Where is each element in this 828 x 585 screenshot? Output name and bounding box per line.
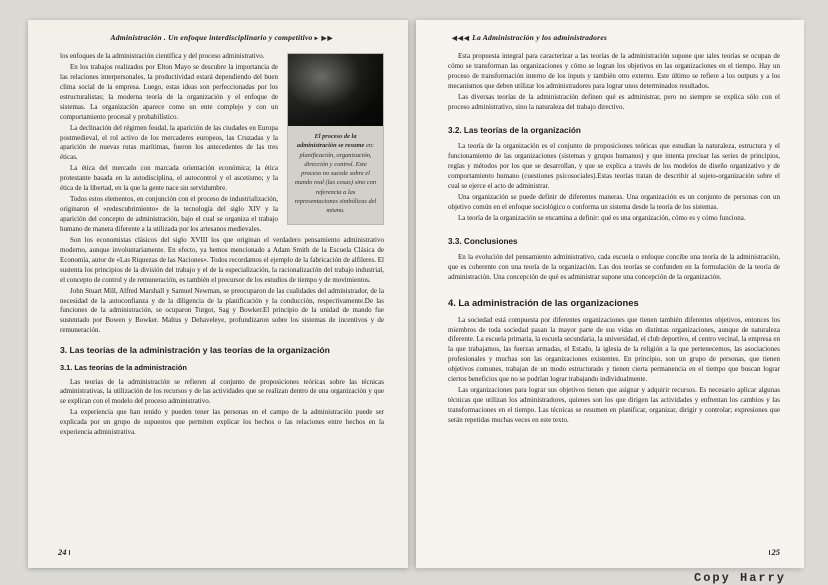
section-3-heading: 3. Las teorías de la administración y las teorías de la organización	[60, 345, 330, 356]
paragraph: Una organización se puede definir de diferentes maneras. Una organización es un conjunto de personas con un objetivo común en el enfoque sociológico o conforma un sistema desde la teoría de los sistemas.	[448, 192, 780, 211]
paragraph: La experiencia que han tenido y pueden tener las personas en el campo de la administración puede ser explicada por un grupo de supuestos que permiten explicar los hechos o las relaciones entre hechos en la experiencia administrativa.	[60, 408, 384, 437]
left-running-head	[60, 33, 384, 42]
section-3-2-heading: 3.2. Las teorías de la organización	[448, 125, 581, 135]
paragraph: los enfoques de la administración científica y del proceso administrativo.	[60, 52, 265, 60]
left-running-head-title: Administración . Un enfoque interdisciplinario y competitivo	[110, 33, 313, 42]
left-page-body	[60, 52, 384, 438]
paragraph: Las teorías de la administración se refieren al conjunto de proposiciones teóricas sobre las técnicas administrativas, la utilización de los recursos y de las actividades que se realizan dentro de una organización y que se explican con el modelo del proceso administrativo.	[60, 377, 384, 406]
paragraph: Son los economistas clásicos del siglo XVIII los que originan el verdadero pensamiento administrativo moderno, aunque involuntariamente. En efecto, ya hemos mencionado a Adam Smith de la Escuela Clásica de Economía, autor de «Las Riquezas de las Naciones». Todos recordamos el ejemplo de la fabricación de alfileres. El sustenta los principios de la división del trabajo y el de la especialización, la racionalización del trabajo industrial, el concepto de control y de remuneración, es también el precursor de los estudios de tiempo y de movimientos.	[60, 235, 384, 284]
paragraph: La sociedad está compuesta por diferentes organizaciones que tienen también diferentes objetivos, entonces los miembros de toda sociedad pasan la mayor parte de sus vidas en distintas organizaciones, aunque de naturaleza diferente. La escuela primaria, la escuela secundaria, la universidad, el club deportivo, el centro vecinal, la empresa en la que trabajamos, las fuerzas armadas, el Estado, la iglesia de la religión a la que pertenecemos, las asociaciones profesionales y muchas son las organizaciones existentes. En principio, son un grupo de personas, que tienen objetivos comunes, trabajan de un modo estructurado y tienen cierta permanencia en el tiempo que buscan lograr ciertos beneficios que no se podrían lograr trabajando individualmente.	[448, 315, 780, 384]
folio-mark	[769, 550, 770, 555]
back-arrows-icon: ◀◀◀	[452, 35, 470, 42]
left-folio-value: 24	[58, 547, 67, 557]
photo-caption-lead: El proceso de la administración se resume	[296, 133, 365, 150]
paragraph: Esta propuesta integral para caracterizar a las teorías de la administración supone que tales teorías se ocupan de cómo se transforman las organizaciones y cómo se logran los objetivos en las organizaciones en el tiempo. Hay un proceso de transformación interno de los inputs y también otro externo. Este último se refiere a los outputs y a los mecanismos que deben utilizar los administradores para lograr unos determinados resultados.	[448, 52, 780, 90]
left-page	[28, 20, 408, 568]
photo-caption-rest: en: planificación, organización, dirección y control. Este proceso no sucede sobre el mundo real (las cosas) sino con referencia a las representaciones simbólicas del mismo.	[294, 142, 377, 215]
forward-arrows-icon: ▸ ▶▶	[314, 35, 334, 42]
right-page-number	[767, 547, 781, 557]
photo-sidebar	[287, 53, 384, 225]
paragraph: John Stuart Mill, Alfred Marshall y Samuel Newman, se preocuparon de las cualidades del administrador, de la necesidad de la autoconfianza y de la diligencia de la planificación y la conducción, respectivamente.De las funciones de la administración, se ocuparon Turgot, Sag y Bowker.El principio de la unidad de mando fue sustentado por Bowen y Bowker. Maltus y Dehaveleye, profundizaron sobre los sistemas de incentivos y de remuneración.	[60, 286, 384, 335]
right-page	[416, 20, 804, 568]
section-3-1-heading: 3.1. Las teorías de la administración	[60, 362, 187, 372]
left-page-number	[58, 547, 72, 557]
portrait-photo	[288, 54, 383, 126]
paragraph: En la evolución del pensamiento administrativo, cada escuela o enfoque concibe una teoría de la administración, que es coherente con una teoría de la organización. Las dos teorías se confunden en la formulación de la teoría de administración. Una concepción de qué es administrar supone una concepción de la organización.	[448, 253, 780, 282]
right-page-body	[448, 52, 780, 426]
section-4-heading: 4. La administración de las organizaciones	[448, 297, 639, 309]
paragraph: La teoría de la organización se encamina a definir: qué es una organización, cómo es y cómo funciona.	[458, 213, 746, 222]
photo-caption	[288, 126, 383, 224]
paragraph: Las diversas teorías de la administración definen qué es administrar, pero no siempre se explica sólo con el proceso administrativo, sino la naturaleza del trabajo directivo.	[448, 92, 780, 111]
right-folio-value: 25	[771, 547, 780, 557]
folio-mark	[69, 550, 70, 555]
paragraph: Las organizaciones para lograr sus objetivos tienen que asignar y adquirir recursos. Es necesario aplicar algunas técnicas que utilizan los administradores, quienes son los que dirigen las actividades y enfrentan los cambios y las transformaciones en el tiempo. Las técnicas se resumen en planificar, organizar, dirigir y controlar; expresiones que serán repetidas muchas veces en este texto.	[448, 386, 780, 424]
paragraph: La declinación del régimen feudal, la aparición de las ciudades en Europa postmedieval, el rol activo de los mercaderes europeos, las Cruzadas y la aparición de nuevas rutas marítimas, fueron los antecedentes de las tres éticas.	[60, 123, 278, 162]
left-page-inner	[28, 20, 408, 438]
copy-stamp: Copy Harry	[694, 571, 787, 585]
right-running-head	[448, 33, 780, 42]
right-page-inner	[416, 20, 804, 426]
right-running-head-title: La Administración y los administradores	[472, 33, 608, 42]
section-3-3-heading: 3.3. Conclusiones	[448, 236, 518, 246]
paragraph: La teoría de la organización es el conjunto de proposiciones teóricas que estudian la naturaleza, estructura y el funcionamiento de las organizaciones (sistemas y grupos humanos) y que intenta precisar las series de principios, reglas y métodos por los que se desarrollan, y que se explica a través de los modelos de diseño organizativo y de comportamiento humano (cuestiones psicosociales).Estas teorías tratan de describir al sujeto-organización sobre el cual se ejerce el acto de administrar.	[448, 142, 780, 191]
paragraph: En los trabajos realizados por Elton Mayo se descubre la importancia de las relaciones interpersonales, la productividad estará dependiendo del buen clima social de la empresa. Luego, estas ideas son perfeccionadas por los estructuralistas; la moderna teoría de la organización y el enfoque de sistemas. La organización aparece como un ente complejo y con un comportamiento procesal y probabilístico.	[60, 62, 278, 121]
paragraph: La ética del mercado con marcada orientación económica; la ética protestante basada en la autodisciplina, el autocontrol y el ascetismo; y la ética de la libertad, en la que la gente nace sin servidumbre.	[60, 164, 278, 193]
paragraph: Todos estos elementos, en conjunción con el proceso de industrialización, originaron el «redescubrimiento» de la tecnología del siglo XIV y la aparición del concepto de administración, bajo el cual se organiza el trabajo humano de manera diferente a la utilizada por los artesanos medievales.	[60, 195, 278, 233]
